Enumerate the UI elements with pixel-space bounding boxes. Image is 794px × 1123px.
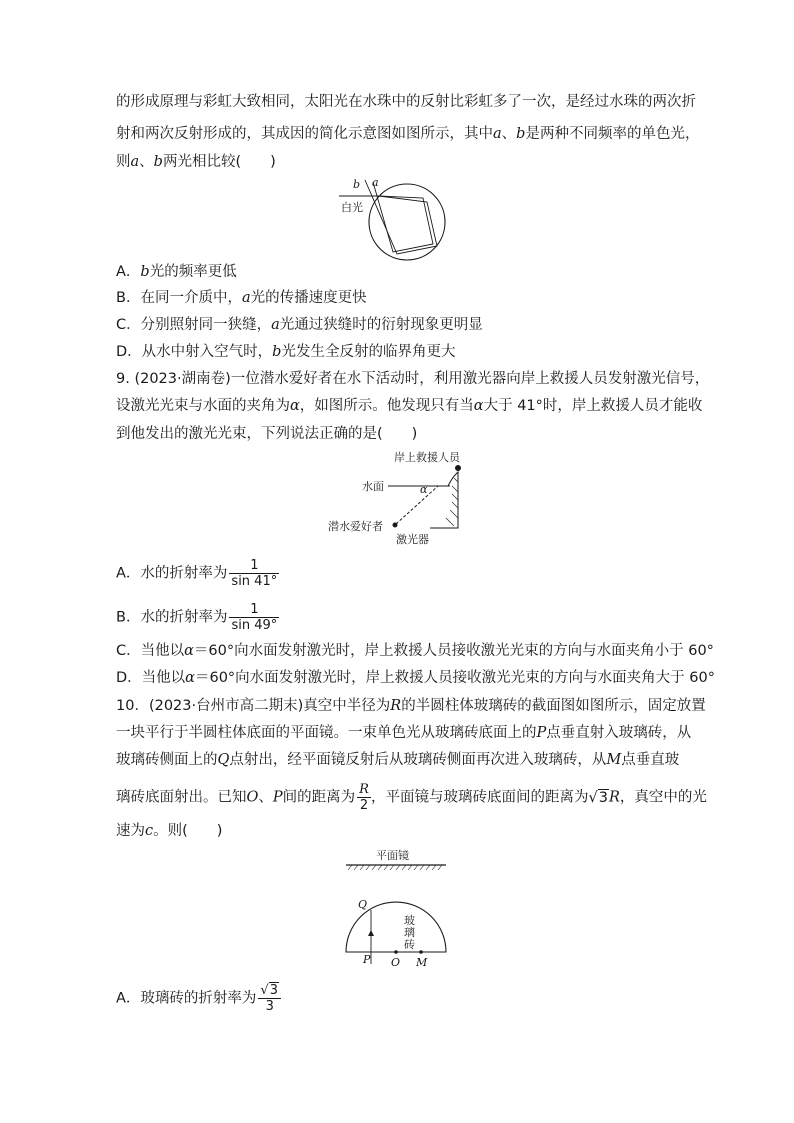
- label-laser: 激光器: [396, 533, 429, 546]
- water-drop-circle: [369, 184, 445, 260]
- q9-option-d: D．当他以α＝60°向水面发射激光时，岸上救援人员接收激光光束的方向与水面夹角大于 60°: [116, 670, 715, 686]
- q9-stem-line1: 9. (2023·湖南卷)一位潜水爱好者在水下活动时，利用激光器向岸上救援人员发射激光信号，: [116, 371, 710, 387]
- label-a: a: [372, 176, 379, 189]
- label-o: O: [391, 956, 401, 969]
- label-p: P: [363, 953, 371, 966]
- diver-dot: [393, 523, 398, 528]
- label-mirror: 平面镜: [376, 849, 409, 862]
- rescuer-figure: [455, 465, 461, 471]
- q8-intro-line1: 的形成原理与彩虹大致相同，太阳光在水珠中的反射比彩虹多了一次，是经过水珠的两次折: [116, 94, 696, 110]
- q10-stem-line2: 一块平行于半圆柱体底面的平面镜。一束单色光从玻璃砖底面上的P点垂直射入玻璃砖，从: [116, 725, 692, 741]
- q10-stem-line1: 10．(2023·台州市高二期末)真空中半径为R的半圆柱体玻璃砖的截面图如图所示，固定放置: [116, 698, 706, 714]
- q9-option-b: B．水的折射率为 $\frac{1}{\sin 49^\circ}$: [116, 602, 278, 633]
- label-diver: 潜水爱好者: [328, 520, 383, 533]
- ray-arrow: [368, 930, 374, 936]
- label-water-surface: 水面: [362, 480, 384, 493]
- label-m: M: [416, 956, 428, 969]
- label-glass-3: 砖: [404, 938, 415, 951]
- label-q: Q: [358, 898, 368, 911]
- q10-option-a: A．玻璃砖的折射率为 $\frac{√3}{3}$: [116, 983, 281, 1014]
- raindrop-figure: [335, 174, 460, 264]
- laser-beam: [396, 486, 438, 524]
- q8-option-b: B．在同一介质中，a光的传播速度更快: [116, 290, 367, 306]
- q8-intro-line2: 射和两次反射形成的，其成因的简化示意图如图所示，其中a、b是两种不同频率的单色光，: [116, 126, 700, 142]
- q10-stem-line4: 璃砖底面射出。已知O、P间的距离为 $\frac{R}{2}$ ，平面镜与玻璃砖底面间的距离为√3R，真空中的光: [116, 782, 707, 813]
- shore-bank: [430, 472, 458, 528]
- label-rescuer: 岸上救援人员: [394, 451, 460, 464]
- q8-option-c: C．分别照射同一狭缝，a光通过狭缝时的衍射现象更明显: [116, 317, 483, 333]
- point-m: [419, 950, 423, 954]
- q9-stem-line2: 设激光光束与水面的夹角为α，如图所示。他发现只有当α大于 41°时，岸上救援人员才能收: [116, 398, 703, 414]
- q9-option-a: A．水的折射率为 $\frac{1}{\sin 41^\circ}$: [116, 558, 278, 589]
- q10-stem-line3: 玻璃砖侧面上的Q点射出，经平面镜反射后从玻璃砖侧面再次进入玻璃砖，从M点垂直玻: [116, 752, 680, 768]
- glass-brick-figure: [338, 846, 458, 970]
- ray-path-a: [373, 182, 433, 252]
- q8-option-a: A．b光的频率更低: [116, 264, 237, 280]
- label-glass-1: 玻: [404, 914, 415, 927]
- q9-option-c: C．当他以α＝60°向水面发射激光时，岸上救援人员接收激光光束的方向与水面夹角小于 60°: [116, 643, 714, 659]
- label-alpha: α: [420, 483, 428, 496]
- label-glass-2: 璃: [404, 926, 415, 939]
- q8-intro-line3: 则a、b两光相比较( ): [116, 154, 276, 170]
- shore-hatch: [446, 478, 458, 526]
- q9-stem-line3: 到他发出的激光光束，下列说法正确的是( ): [116, 426, 418, 442]
- q10-stem-line5: 速为c。则( ): [116, 823, 223, 839]
- mirror-hatch: [348, 865, 442, 870]
- label-b: b: [353, 178, 361, 191]
- laser-figure: [328, 448, 488, 548]
- label-white-light: 白光: [341, 201, 363, 214]
- point-o: [394, 950, 398, 954]
- q8-option-d: D．从水中射入空气时，b光发生全反射的临界角更大: [116, 344, 456, 360]
